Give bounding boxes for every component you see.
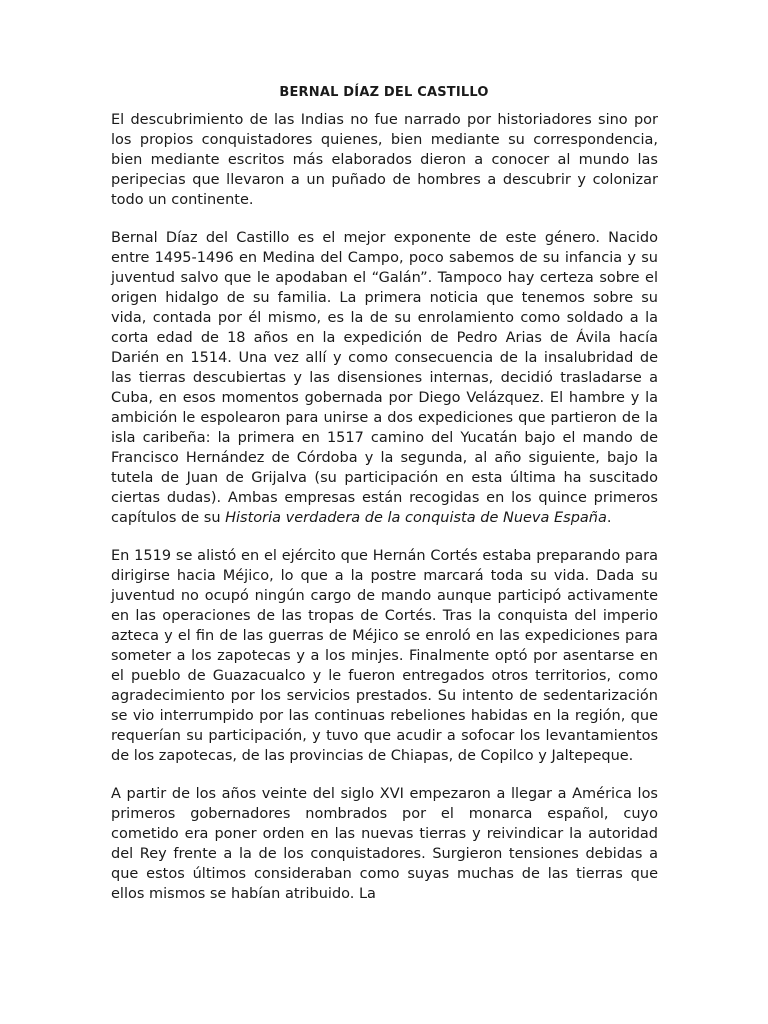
paragraph-3: En 1519 se alistó en el ejército que Hernán Cortés estaba preparando para dirigirse hacia Méjico, lo que a la postre marcará toda su vida. Dada su juventud no ocupó ningún cargo de mando aunque participó activamente en las operaciones de las tropas de Cortés. Tras la conquista del imperio azteca y el fin de las guerras de Méjico se enroló en las expediciones para someter a los zapotecas y a los minjes. Finalmente optó por asentarse en el pueblo de Guazacualco y le fueron entregados otros territorios, como agradecimiento por los servicios prestados. Su intento de sedentarización se vio interrumpido por las continuas rebeliones habidas en la región, que requerían su participación, y tuvo que acudir a sofocar los levantamientos de los zapotecas, de las provincias de Chiapas, de Copilco y Jaltepeque.: [111, 548, 658, 764]
paragraph-1: El descubrimiento de las Indias no fue narrado por historiadores sino por los propios conquistadores quienes, bien mediante su correspondencia, bien mediante escritos más elaborados dieron a conocer al mundo las peripecias que llevaron a un puñado de hombres a descubrir y colonizar todo un continente.: [111, 112, 658, 208]
document-title: BERNAL DÍAZ DEL CASTILLO: [279, 85, 489, 100]
paragraph-2-text: Bernal Díaz del Castillo es el mejor exponente de este género. Nacido entre 1495-1496 en Medina del Campo, poco sabemos de su infancia y su juventud salvo que le apodaban el “Galán”. Tampoco hay certeza sobre el origen hidalgo de su familia. La primera noticia que tenemos sobre su vida, contada por él mismo, es la de su enrolamiento como soldado a la corta edad de 18 años en la expedición de Pedro Arias de Ávila hacía Darién en 1514. Una vez allí y como consecuencia de la insalubridad de las tierras descubiertas y las disensiones internas, decidió trasladarse a Cuba, en esos momentos gobernada por Diego Velázquez. El hambre y la ambición le espolearon para unirse a dos expediciones que partieron de la isla caribeña: la primera en 1517 camino del Yucatán bajo el mando de Francisco Hernández de Córdoba y la segunda, al año siguiente, bajo la tutela de Juan de Grijalva (su participación en esta última ha suscitado ciertas dudas). Ambas empresas están recogidas en los quince primeros capítulos de su: [111, 230, 658, 526]
paragraph-4: A partir de los años veinte del siglo XVI empezaron a llegar a América los primeros gobernadores nombrados por el monarca español, cuyo cometido era poner orden en las nuevas tierras y reivindicar la autoridad del Rey frente a la de los conquistadores. Surgieron tensiones debidas a que estos últimos consideraban como suyas muchas de las tierras que ellos mismos se habían atribuido. La: [111, 786, 658, 902]
document-body: [111, 110, 658, 922]
paragraph-2: [111, 228, 658, 528]
paragraph-2-end: .: [606, 510, 612, 526]
book-title-italic: Historia verdadera de la conquista de Nueva España: [225, 510, 607, 526]
